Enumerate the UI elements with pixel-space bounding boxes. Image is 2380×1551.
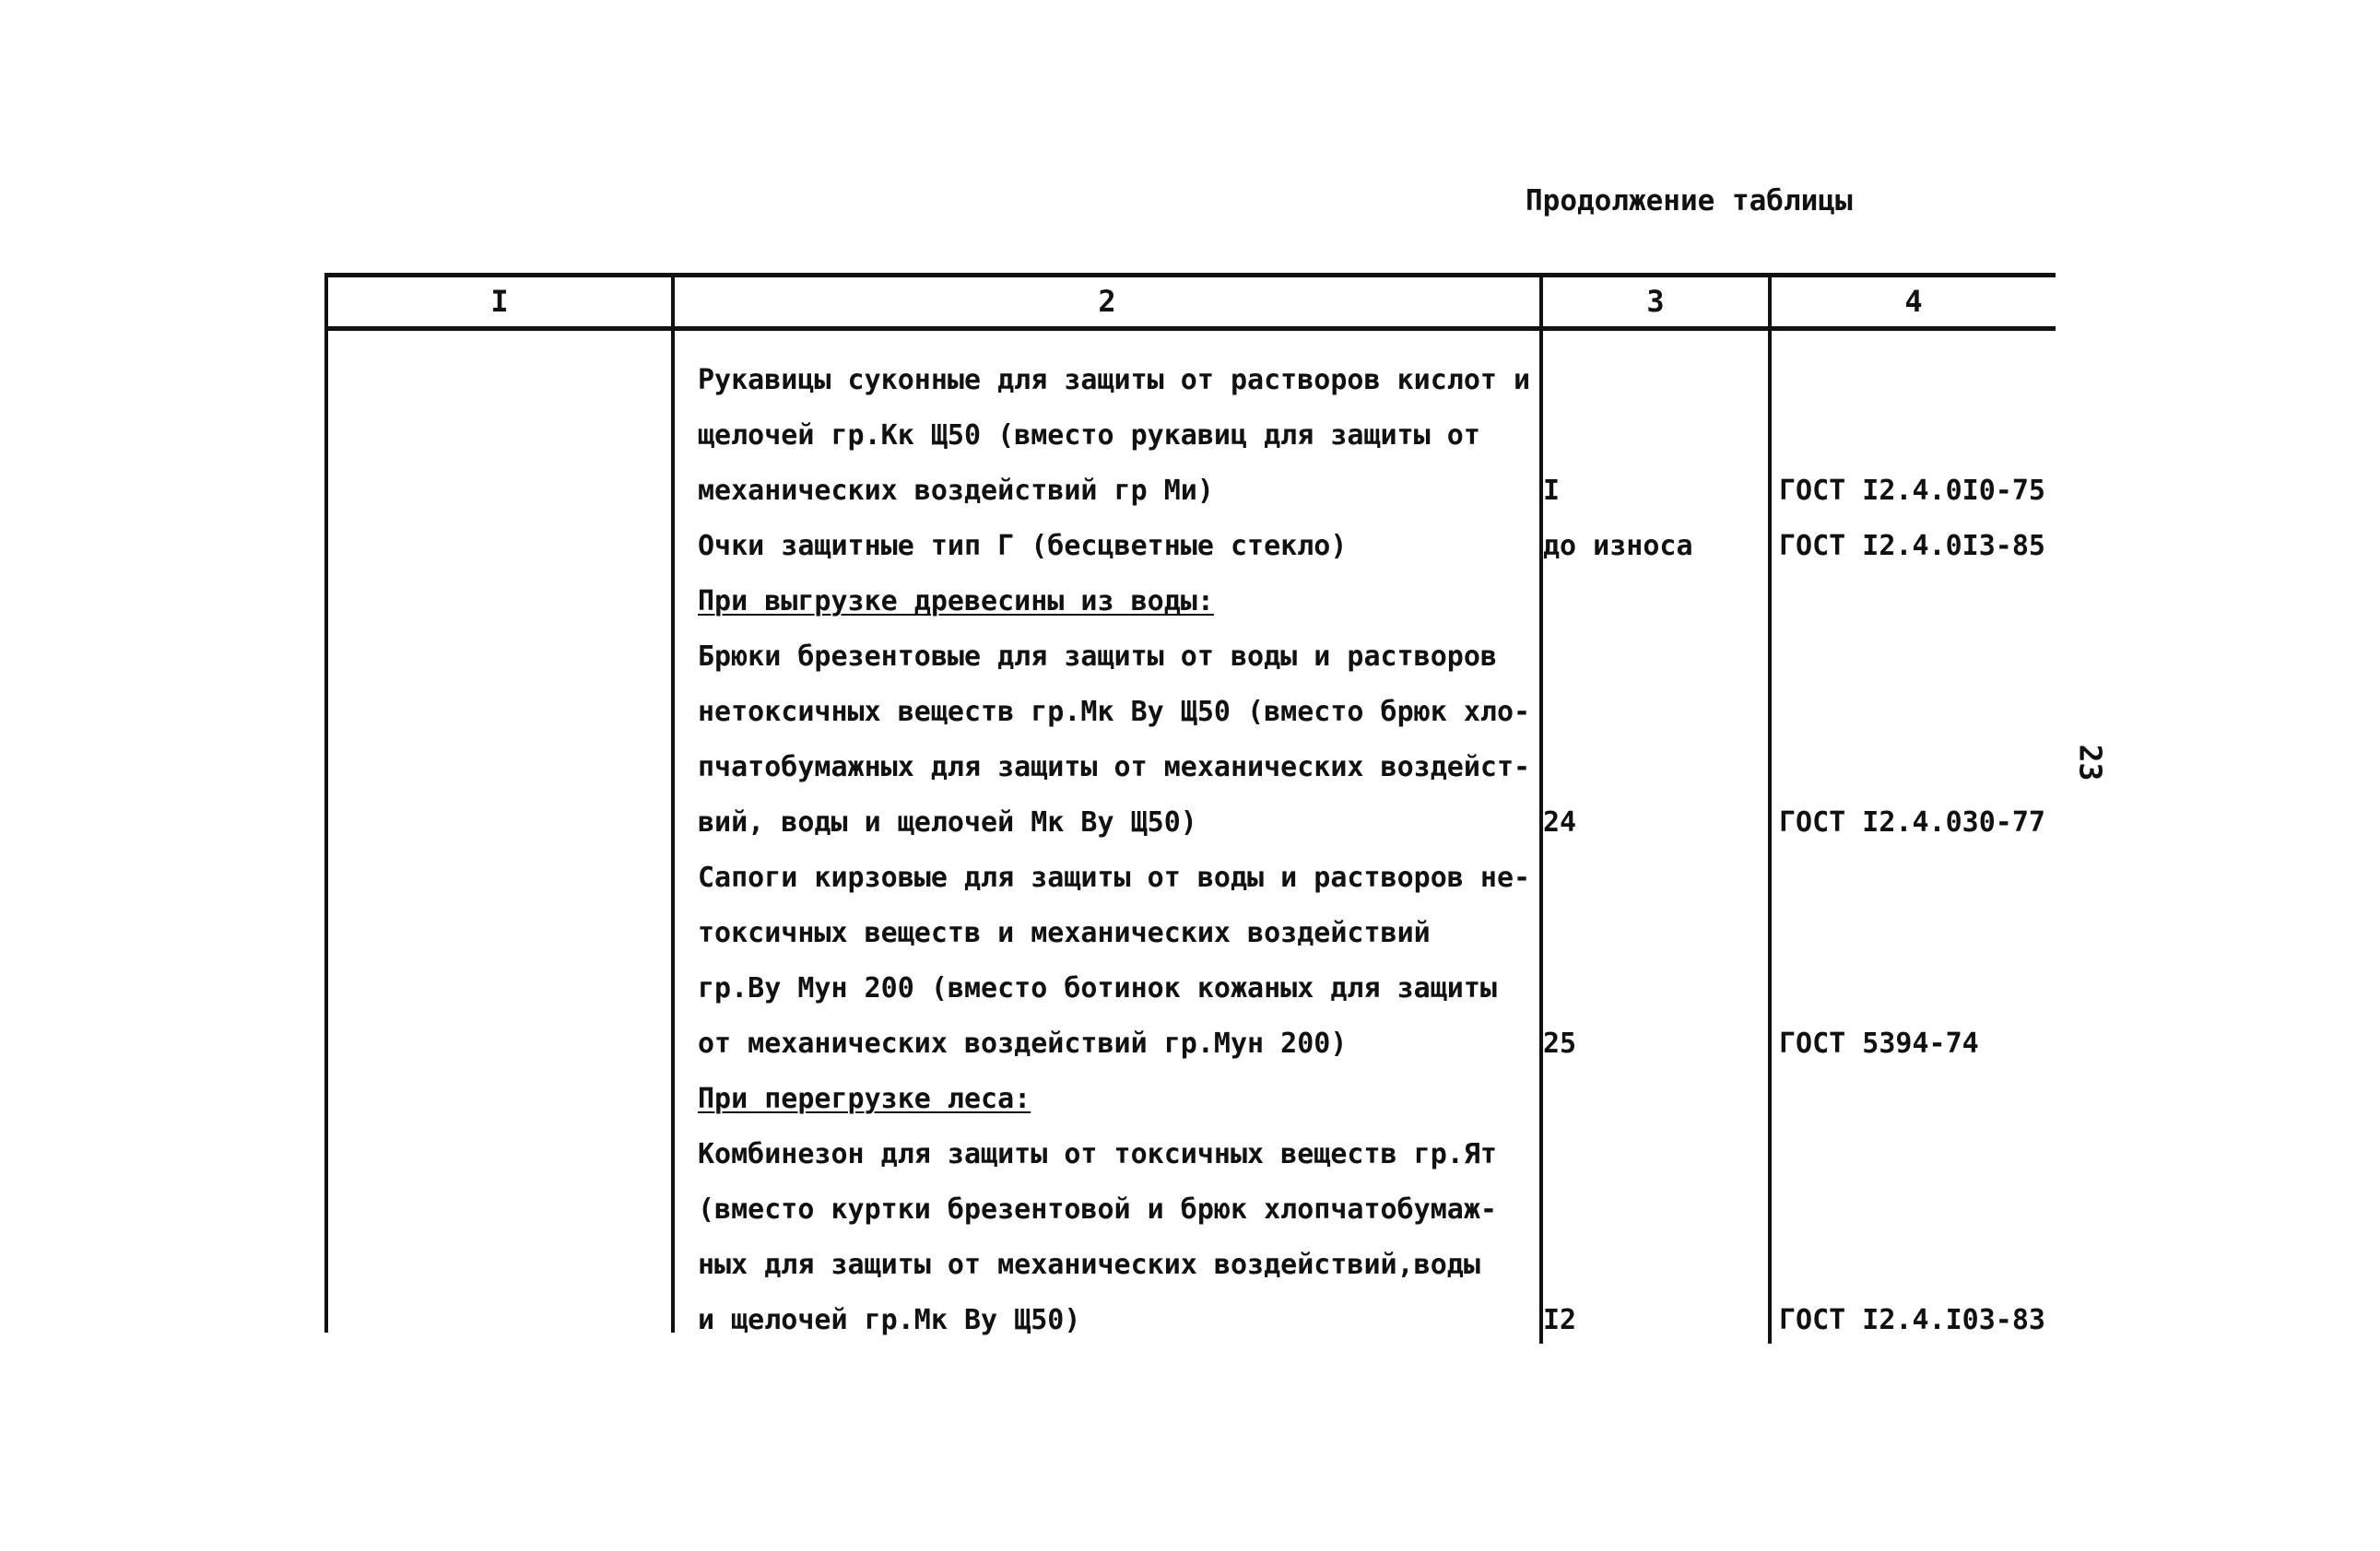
table-line-description: Брюки брезентовые для защиты от воды и растворов: [698, 640, 1497, 673]
table-line-standard: ГОСТ I2.4.0I0-75: [1779, 475, 2045, 507]
table-line-quantity: I2: [1543, 1304, 1577, 1336]
table-line-description: механических воздействий гр Ми): [698, 475, 1214, 507]
table-line-standard: ГОСТ I2.4.0I3-85: [1779, 530, 2045, 562]
table-line-description: При выгрузке древесины из воды:: [698, 585, 1214, 617]
table-line-description: (вместо куртки брезентовой и брюк хлопчатобумаж-: [698, 1193, 1497, 1226]
column-divider-left-edge: [324, 273, 328, 1333]
table-line-description: Рукавицы суконные для защиты от растворов кислот и: [698, 364, 1531, 396]
column-divider-1-2: [671, 273, 675, 1333]
table-line-quantity: 25: [1543, 1028, 1577, 1060]
continuation-header: Продолжение таблицы: [1526, 184, 1853, 217]
table-line-description: нетоксичных веществ гр.Мк Ву Щ50 (вместо брюк хло-: [698, 696, 1531, 728]
table-header-divider: [324, 326, 2056, 331]
column-header-2: 2: [1098, 284, 1116, 319]
table-line-description: При перегрузке леса:: [698, 1083, 1031, 1115]
table-line-description: щелочей гр.Кк Щ50 (вместо рукавиц для защиты от: [698, 419, 1480, 452]
table-line-description: гр.Ву Мун 200 (вместо ботинок кожаных для защиты: [698, 972, 1497, 1005]
table-line-standard: ГОСТ I2.4.030-77: [1779, 806, 2045, 839]
page-number: 23: [2072, 744, 2109, 781]
table-line-quantity: до износа: [1543, 530, 1693, 562]
table-line-description: от механических воздействий гр.Мун 200): [698, 1028, 1348, 1060]
column-header-4: 4: [1904, 284, 1923, 319]
table-line-standard: ГОСТ 5394-74: [1779, 1028, 1979, 1060]
table-line-description: Сапоги кирзовые для защиты от воды и растворов не-: [698, 862, 1531, 894]
table-line-quantity: I: [1543, 475, 1561, 507]
table-line-description: пчатобумажных для защиты от механических воздейст-: [698, 751, 1531, 783]
table-line-description: Комбинезон для защиты от токсичных веществ гр.Ят: [698, 1138, 1497, 1170]
table-line-standard: ГОСТ I2.4.I03-83: [1779, 1304, 2045, 1336]
table-top-border: [324, 273, 2056, 277]
column-header-1: I: [490, 284, 509, 319]
column-header-3: 3: [1646, 284, 1665, 319]
column-divider-3-4: [1768, 273, 1772, 1344]
table-line-description: ных для защиты от механических воздействий,воды: [698, 1249, 1480, 1281]
table-line-description: вий, воды и щелочей Мк Ву Щ50): [698, 806, 1197, 839]
table-line-description: токсичных веществ и механических воздействий: [698, 917, 1431, 949]
table-line-description: и щелочей гр.Мк Ву Щ50): [698, 1304, 1081, 1336]
table-line-description: Очки защитные тип Г (бесцветные стекло): [698, 530, 1348, 562]
table-line-quantity: 24: [1543, 806, 1577, 839]
